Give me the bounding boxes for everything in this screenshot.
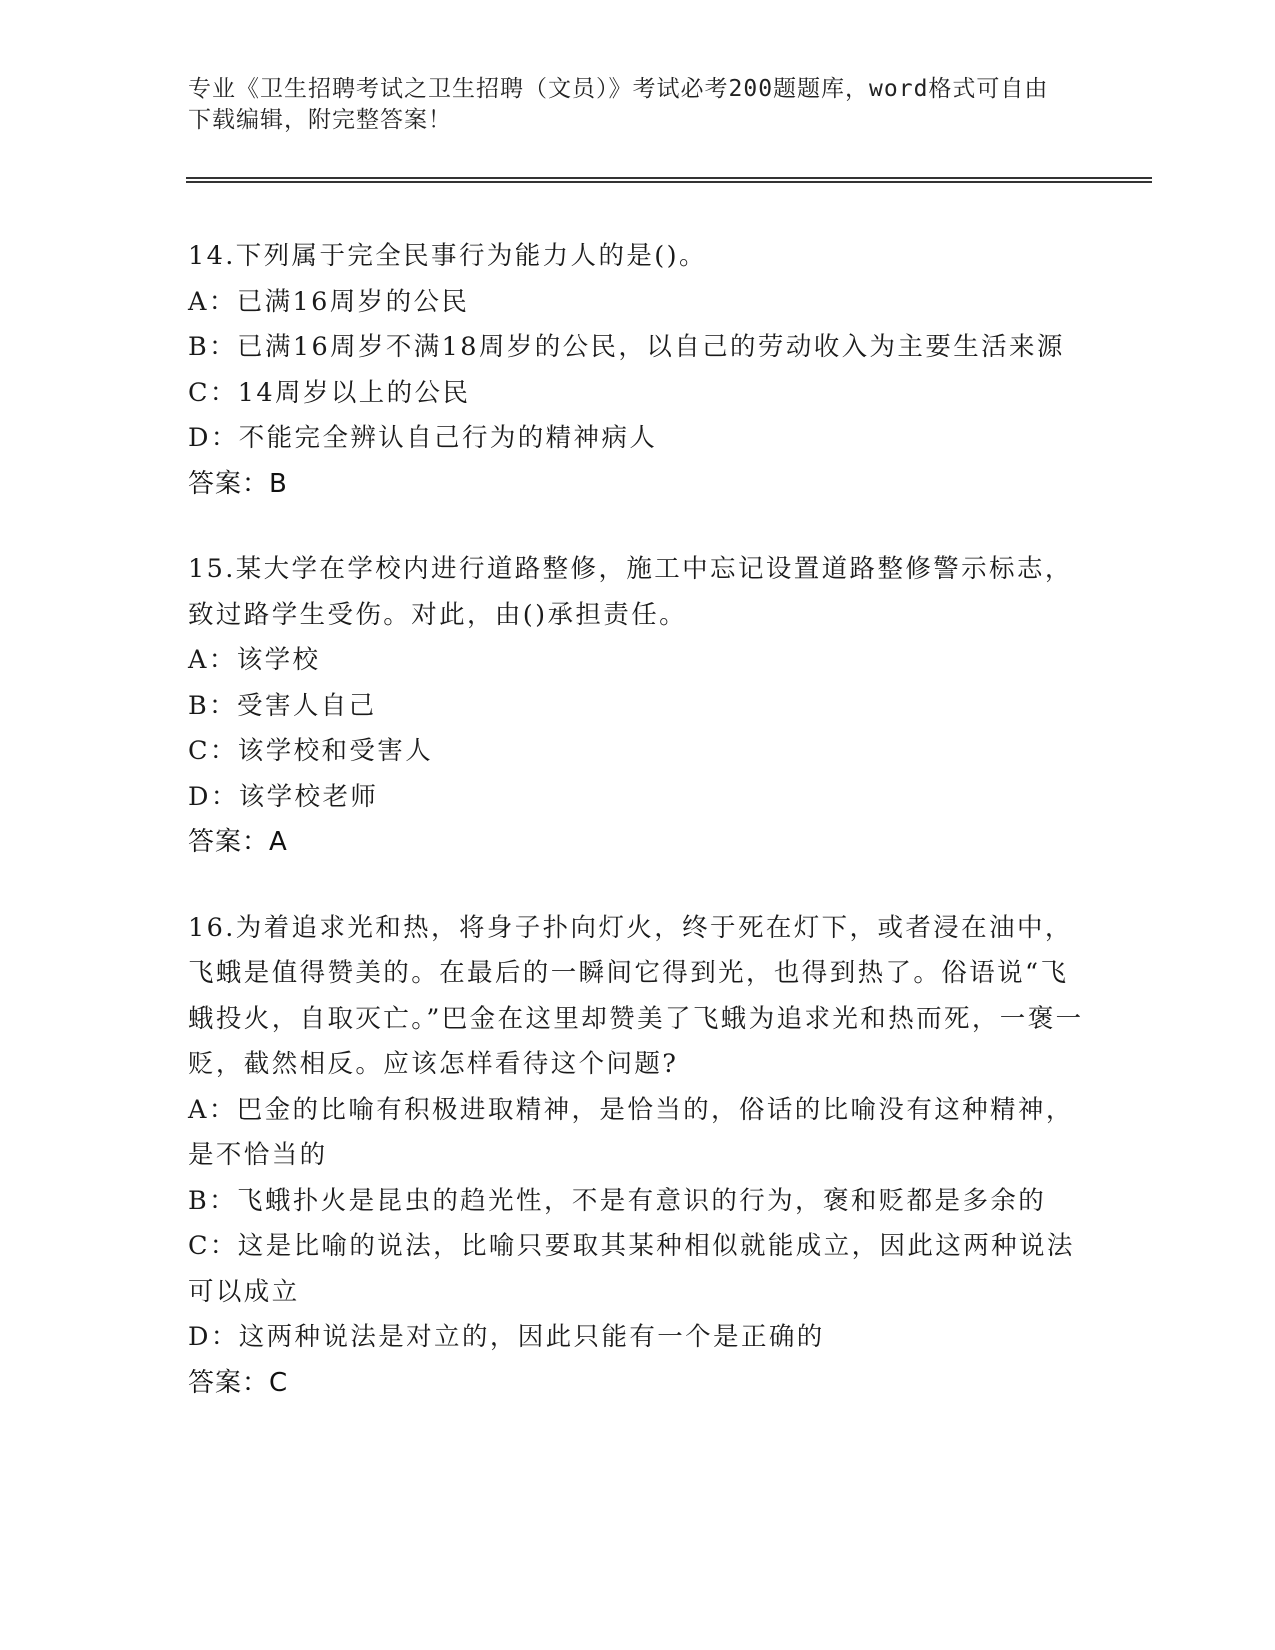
question-16: [188, 906, 1088, 1407]
question-15: [188, 547, 1088, 866]
question-stem: 16.为着追求光和热，将身子扑向灯火，终于死在灯下，或者浸在油中，飞蛾是值得赞美的。在最后的一瞬间它得到光，也得到热了。俗语说“飞蛾投火，自取灭亡。”巴金在这里却赞美了飞蛾为追求光和热而死，一褒一贬，截然相反。应该怎样看待这个问题?: [188, 912, 1084, 1079]
option-b: B：飞蛾扑火是昆虫的趋光性，不是有意识的行为，褒和贬都是多余的: [188, 1185, 1047, 1216]
option-d: D：该学校老师: [188, 781, 379, 812]
answer-label: 答案：B: [188, 468, 288, 499]
option-a: A：已满16周岁的公民: [188, 286, 470, 317]
option-d: D：不能完全辨认自己行为的精神病人: [188, 423, 658, 453]
header-divider: [186, 177, 1152, 183]
answer-label: 答案：C: [188, 1367, 289, 1398]
question-stem: 15.某大学在学校内进行道路整修，施工中忘记设置道路整修警示标志，致过路学生受伤。对此，由()承担责任。: [188, 554, 1073, 630]
option-c: C：该学校和受害人: [188, 736, 434, 766]
option-d: D：这两种说法是对立的，因此只能有一个是正确的: [188, 1322, 825, 1352]
option-a: A：巴金的比喻有积极进取精神，是恰当的，俗话的比喻没有这种精神，是不恰当的: [188, 1094, 1074, 1170]
option-b: B：受害人自己: [188, 690, 377, 721]
option-c: C：14周岁以上的公民: [188, 377, 471, 408]
question-stem: 14.下列属于完全民事行为能力人的是()。: [188, 241, 707, 271]
question-14: [188, 234, 1088, 507]
option-c: C：这是比喻的说法，比喻只要取其某种相似就能成立，因此这两种说法可以成立: [188, 1231, 1075, 1307]
question-list: [188, 234, 1088, 1446]
option-b: B：已满16周岁不满18周岁的公民，以自己的劳动收入为主要生活来源: [188, 332, 1065, 362]
option-a: A：该学校: [188, 645, 321, 675]
document-header: 专业《卫生招聘考试之卫生招聘（文员）》考试必考200题题库，word格式可自由下载编辑，附完整答案！: [188, 76, 1049, 133]
answer-label: 答案：A: [188, 827, 288, 857]
